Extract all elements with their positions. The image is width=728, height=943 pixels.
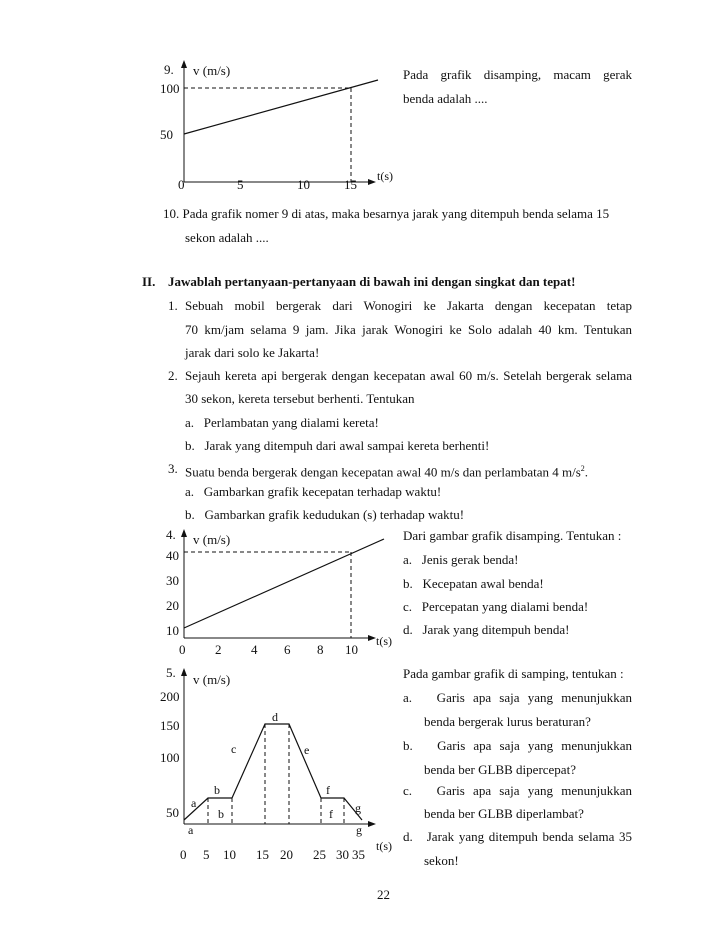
chart-q9 xyxy=(140,58,400,198)
e4-ytick-30: 30 xyxy=(166,573,179,588)
e4-xtick-0: 0 xyxy=(179,642,186,657)
e5-label-g-lower: g xyxy=(356,823,362,837)
q9-xtick-5: 5 xyxy=(237,177,244,192)
q9-xtick-10: 10 xyxy=(297,177,310,192)
q9-x-arrow xyxy=(368,179,376,185)
e5-velocity-line xyxy=(184,724,362,820)
e4-ytick-20: 20 xyxy=(166,598,179,613)
e3-number: 3. xyxy=(168,461,178,476)
page-number: 22 xyxy=(377,887,390,902)
e1-line2: 70 km/jam selama 9 jam. Jika jarak Wonogiri ke Solo adalah 40 km. Tentukan xyxy=(185,322,632,337)
e5-label-b-lower: b xyxy=(218,807,224,821)
e5-c1: c. Garis apa saja yang menunjukkan xyxy=(403,783,632,798)
q9-xtick-0: 0 xyxy=(178,177,185,192)
e4-c: c. Percepatan yang dialami benda! xyxy=(403,599,589,614)
e4-ylabel: v (m/s) xyxy=(193,532,231,547)
e3-line1-wrap xyxy=(185,461,588,479)
e5-d2: sekon! xyxy=(424,853,459,868)
e4-y-arrow xyxy=(181,529,187,537)
e4-xtick-10: 10 xyxy=(345,642,358,657)
e5-xtick-0: 0 xyxy=(180,847,187,862)
q10-line1: 10. Pada grafik nomer 9 di atas, maka besarnya jarak yang ditempuh benda selama 15 xyxy=(163,206,610,221)
e2-number: 2. xyxy=(168,368,178,383)
e5-label-f-lower: f xyxy=(329,807,333,821)
chart-e4 xyxy=(150,527,400,657)
q9-ylabel: v (m/s) xyxy=(193,63,231,78)
e5-b2: benda ber GLBB dipercepat? xyxy=(424,762,576,777)
e4-d: d. Jarak yang ditempuh benda! xyxy=(403,622,570,637)
e4-number: 4. xyxy=(166,527,176,542)
e5-label-b-upper: b xyxy=(214,783,220,797)
e4-b: b. Kecepatan awal benda! xyxy=(403,576,544,591)
e4-ytick-40: 40 xyxy=(166,548,179,563)
e5-b1: b. Garis apa saja yang menunjukkan xyxy=(403,738,632,753)
e3-sup: 2 xyxy=(580,464,585,473)
q9-text-line2: benda adalah .... xyxy=(403,91,488,106)
e5-number: 5. xyxy=(166,665,176,680)
e4-xtick-2: 2 xyxy=(215,642,222,657)
section2-numeral: II. xyxy=(142,274,156,289)
e4-xtick-6: 6 xyxy=(284,642,291,657)
e5-ytick-200: 200 xyxy=(160,689,180,704)
e5-xtick-15: 15 xyxy=(256,847,269,862)
e5-label-e: e xyxy=(304,743,310,757)
e5-label-d: d xyxy=(272,710,278,724)
q10-line2: sekon adalah .... xyxy=(185,230,269,245)
e4-intro: Dari gambar grafik disamping. Tentukan : xyxy=(403,528,622,543)
e5-ytick-150: 150 xyxy=(160,718,180,733)
e5-ytick-50: 50 xyxy=(166,805,179,820)
e3-b: b. Gambarkan grafik kedudukan (s) terhadap waktu! xyxy=(185,507,465,522)
e3-a: a. Gambarkan grafik kecepatan terhadap waktu! xyxy=(185,484,442,499)
e4-xtick-8: 8 xyxy=(317,642,324,657)
e5-a1: a. Garis apa saja yang menunjukkan xyxy=(403,690,632,705)
e4-a: a. Jenis gerak benda! xyxy=(403,552,519,567)
q9-ytick-100: 100 xyxy=(160,81,180,96)
e5-xtick-10: 10 xyxy=(223,847,236,862)
e1-number: 1. xyxy=(168,298,178,313)
q9-xtick-15: 15 xyxy=(344,177,357,192)
e1-line3: jarak dari solo ke Jakarta! xyxy=(185,345,320,360)
e5-ytick-100: 100 xyxy=(160,750,180,765)
e5-ylabel: v (m/s) xyxy=(193,672,231,687)
e5-xtick-5: 5 xyxy=(203,847,210,862)
q9-y-arrow xyxy=(181,60,187,68)
q9-number: 9. xyxy=(164,62,174,77)
e4-ytick-10: 10 xyxy=(166,623,179,638)
e5-x-arrow xyxy=(368,821,376,827)
e5-intro: Pada gambar grafik di samping, tentukan : xyxy=(403,666,624,681)
e5-xtick-30: 30 xyxy=(336,847,349,862)
e2-b: b. Jarak yang ditempuh dari awal sampai kereta berhenti! xyxy=(185,438,490,453)
e5-label-c: c xyxy=(231,742,237,756)
e4-xtick-4: 4 xyxy=(251,642,258,657)
e5-c2: benda ber GLBB diperlambat? xyxy=(424,806,584,821)
e5-label-a-upper: a xyxy=(191,796,197,810)
e1-line1: Sebuah mobil bergerak dari Wonogiri ke Jakarta dengan kecepatan tetap xyxy=(185,298,632,313)
e5-a2: benda bergerak lurus beraturan? xyxy=(424,714,591,729)
e5-label-g-upper: g xyxy=(355,801,361,815)
e4-x-arrow xyxy=(368,635,376,641)
e3-line1: Suatu benda bergerak dengan kecepatan awal 40 m/s dan perlambatan 4 m/s xyxy=(185,464,581,480)
chart-e5 xyxy=(150,664,400,869)
e2-a: a. Perlambatan yang dialami kereta! xyxy=(185,415,379,430)
section2-title: Jawablah pertanyaan-pertanyaan di bawah ini dengan singkat dan tepat! xyxy=(168,274,576,289)
e2-line2: 30 sekon, kereta tersebut berhenti. Tentukan xyxy=(185,391,415,406)
q9-text-line1: Pada grafik disamping, macam gerak xyxy=(403,67,632,82)
e3-tail: . xyxy=(584,464,589,480)
e5-label-a-lower: a xyxy=(188,823,194,837)
e5-d1: d. Jarak yang ditempuh benda selama 35 xyxy=(403,829,632,844)
e5-y-arrow xyxy=(181,668,187,676)
e5-xtick-20: 20 xyxy=(280,847,293,862)
e5-xtick-25: 25 xyxy=(313,847,326,862)
e5-label-f-upper: f xyxy=(326,783,330,797)
q9-ytick-50: 50 xyxy=(160,127,173,142)
e4-xlabel: t(s) xyxy=(376,634,392,648)
q9-xlabel: t(s) xyxy=(377,169,393,183)
e2-line1: Sejauh kereta api bergerak dengan kecepatan awal 60 m/s. Setelah bergerak selama xyxy=(185,368,632,383)
e5-xtick-35: 35 xyxy=(352,847,365,862)
e5-xlabel: t(s) xyxy=(376,839,392,853)
